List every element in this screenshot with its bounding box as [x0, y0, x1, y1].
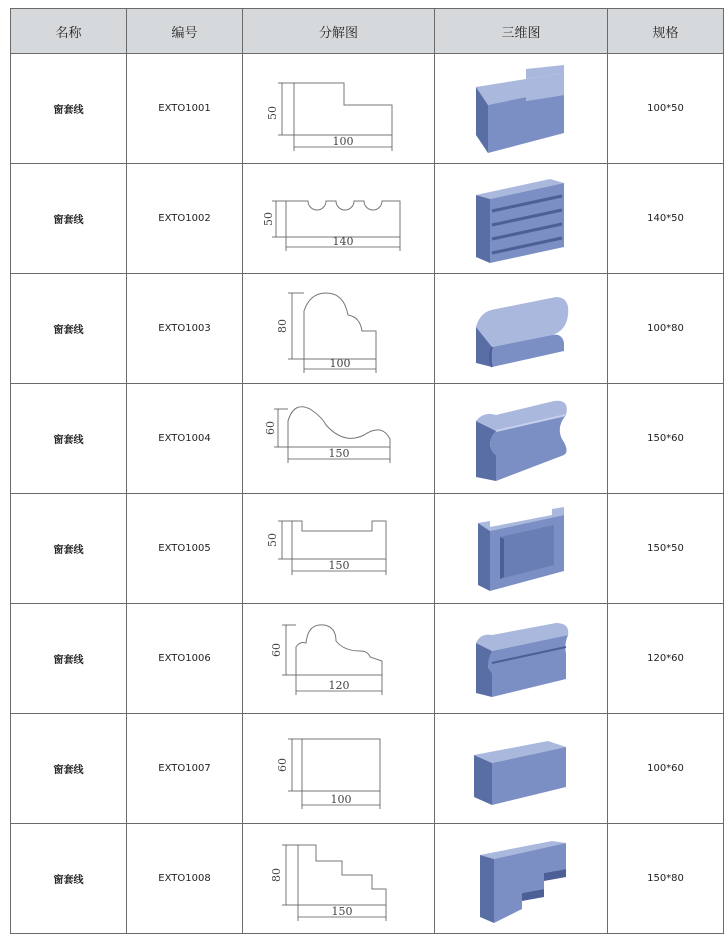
product-spec: 120*60 [608, 604, 724, 714]
product-name: 窗套线 [11, 164, 127, 274]
product-name: 窗套线 [11, 384, 127, 494]
3d-model [435, 274, 608, 384]
header-name: 名称 [11, 9, 127, 54]
dimension-width: 100 [329, 356, 350, 370]
product-code: EXTO1006 [127, 604, 243, 714]
table-row [11, 274, 724, 384]
profile-drawing [243, 384, 435, 494]
table-row [11, 604, 724, 714]
product-name: 窗套线 [11, 604, 127, 714]
profile-drawing [243, 714, 435, 824]
3d-model [435, 384, 608, 494]
header-spec: 规格 [608, 9, 724, 54]
dimension-width: 150 [328, 446, 349, 460]
dimension-height: 50 [265, 105, 279, 120]
product-spec: 140*50 [608, 164, 724, 274]
dimension-width: 100 [332, 134, 353, 148]
3d-model-svg [466, 611, 576, 707]
product-spec: 150*50 [608, 494, 724, 604]
dimension-height: 80 [275, 318, 289, 333]
dimension-height: 60 [263, 420, 277, 435]
dimension-height: 50 [261, 211, 275, 226]
product-code: EXTO1001 [127, 54, 243, 164]
3d-model-svg [466, 171, 576, 267]
table-row [11, 54, 724, 164]
profile-drawing [243, 824, 435, 934]
product-spec: 150*60 [608, 384, 724, 494]
profile-drawing [243, 274, 435, 384]
profile-drawing-svg [261, 171, 414, 267]
profile-drawing-svg [264, 61, 414, 157]
3d-model [435, 714, 608, 824]
product-code: EXTO1004 [127, 384, 243, 494]
3d-model [435, 54, 608, 164]
3d-model-svg [466, 831, 576, 927]
product-name: 窗套线 [11, 714, 127, 824]
product-spec: 100*60 [608, 714, 724, 824]
profile-drawing-svg [264, 611, 414, 707]
3d-model [435, 824, 608, 934]
dimension-width: 140 [332, 234, 353, 248]
product-name: 窗套线 [11, 274, 127, 384]
table-row [11, 384, 724, 494]
3d-model-svg [466, 281, 576, 377]
table-row [11, 494, 724, 604]
product-spec: 150*80 [608, 824, 724, 934]
profile-drawing-svg [264, 391, 414, 487]
3d-model-svg [466, 61, 576, 157]
dimension-height: 60 [275, 757, 289, 772]
product-code: EXTO1008 [127, 824, 243, 934]
product-name: 窗套线 [11, 824, 127, 934]
product-table [10, 8, 724, 934]
profile-drawing [243, 604, 435, 714]
header-code: 编号 [127, 9, 243, 54]
dimension-height: 60 [269, 642, 283, 657]
dimension-width: 150 [331, 904, 352, 918]
table-row [11, 164, 724, 274]
profile-drawing-svg [264, 721, 414, 817]
dimension-width: 120 [328, 678, 349, 692]
table-row [11, 824, 724, 934]
header-3d-model: 三维图 [435, 9, 608, 54]
product-spec: 100*80 [608, 274, 724, 384]
profile-drawing [243, 164, 435, 274]
3d-model [435, 604, 608, 714]
product-sheet [10, 8, 723, 934]
product-name: 窗套线 [11, 494, 127, 604]
table-row [11, 714, 724, 824]
dimension-height: 80 [269, 867, 283, 882]
product-spec: 100*50 [608, 54, 724, 164]
product-name: 窗套线 [11, 54, 127, 164]
3d-model-svg [466, 721, 576, 817]
profile-drawing [243, 54, 435, 164]
profile-drawing [243, 494, 435, 604]
3d-model-svg [466, 391, 576, 487]
dimension-height: 50 [265, 532, 279, 547]
3d-model-svg [466, 501, 576, 597]
header-drawing: 分解图 [243, 9, 435, 54]
dimension-width: 100 [330, 792, 351, 806]
product-code: EXTO1002 [127, 164, 243, 274]
dimension-width: 150 [328, 558, 349, 572]
product-code: EXTO1005 [127, 494, 243, 604]
product-code: EXTO1007 [127, 714, 243, 824]
3d-model [435, 494, 608, 604]
product-code: EXTO1003 [127, 274, 243, 384]
3d-model [435, 164, 608, 274]
profile-drawing-svg [264, 831, 414, 927]
table-header-row [11, 9, 724, 54]
profile-drawing-svg [264, 281, 414, 377]
profile-drawing-svg [264, 501, 414, 597]
